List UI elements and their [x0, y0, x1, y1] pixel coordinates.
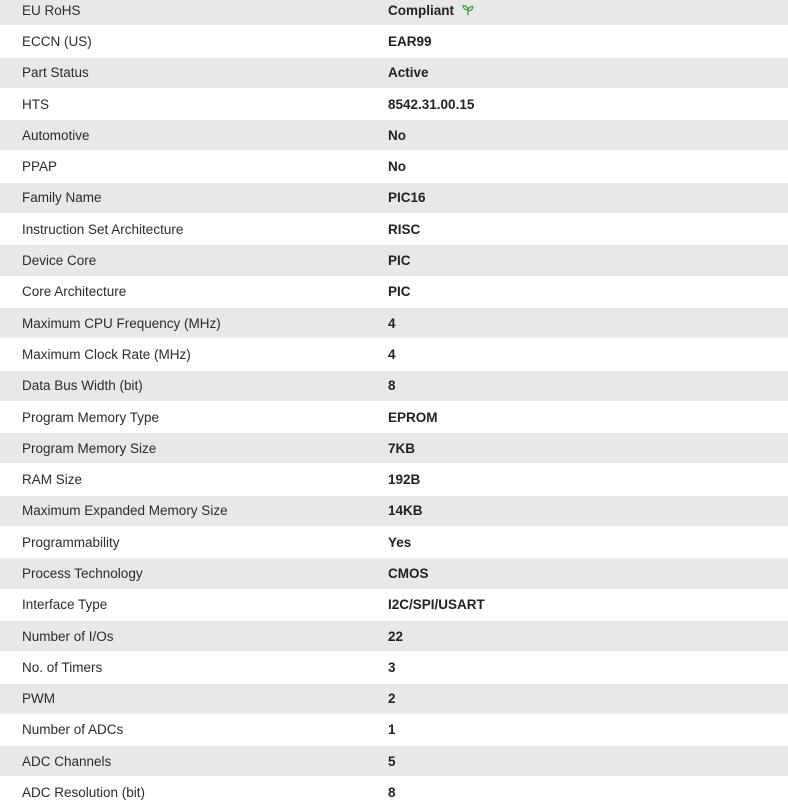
spec-value-text: PIC	[388, 253, 411, 269]
spec-label: Program Memory Type	[22, 409, 160, 425]
spec-value-text: No	[388, 127, 406, 143]
spec-label: PPAP	[22, 159, 58, 175]
spec-value	[388, 629, 788, 644]
spec-label: PWM	[22, 691, 55, 707]
spec-row	[0, 433, 788, 464]
spec-label: Maximum Clock Rate (MHz)	[22, 346, 191, 362]
spec-row	[0, 558, 788, 589]
spec-row	[0, 214, 788, 245]
spec-label: Instruction Set Architecture	[22, 221, 184, 237]
spec-label: Automotive	[22, 127, 90, 143]
spec-row	[0, 308, 788, 339]
spec-value	[388, 722, 788, 737]
spec-value	[388, 65, 788, 80]
spec-value	[388, 159, 788, 174]
spec-value	[388, 785, 788, 800]
spec-label: Number of ADCs	[22, 722, 124, 738]
spec-label: Maximum Expanded Memory Size	[22, 503, 228, 519]
spec-row	[0, 652, 788, 683]
spec-row	[0, 245, 788, 276]
spec-label: ADC Resolution (bit)	[22, 785, 146, 801]
spec-value	[388, 34, 788, 49]
spec-label: ADC Channels	[22, 753, 112, 769]
spec-value-text: 3	[388, 659, 396, 675]
spec-value-text: 8	[388, 378, 396, 394]
spec-value	[388, 566, 788, 581]
spec-value-text: Active	[388, 65, 429, 81]
spec-row	[0, 58, 788, 89]
spec-row	[0, 464, 788, 495]
spec-value	[388, 316, 788, 331]
spec-value	[388, 253, 788, 268]
spec-label: Data Bus Width (bit)	[22, 378, 143, 394]
spec-value	[388, 660, 788, 675]
spec-value	[388, 503, 788, 518]
spec-label: Part Status	[22, 65, 89, 81]
spec-value-text: 14KB	[388, 503, 423, 519]
spec-value-text: 22	[388, 628, 404, 644]
spec-value	[388, 691, 788, 706]
spec-value-text: EPROM	[388, 409, 438, 425]
spec-value-text: 4	[388, 346, 396, 362]
spec-value-text: PIC	[388, 284, 411, 300]
spec-value	[388, 97, 788, 112]
spec-value	[388, 378, 788, 393]
spec-value-text: 7KB	[388, 440, 416, 456]
spec-label: Program Memory Size	[22, 440, 157, 456]
spec-row	[0, 183, 788, 214]
spec-value-text: No	[388, 159, 406, 175]
spec-value-text: EAR99	[388, 33, 432, 49]
spec-label: Family Name	[22, 190, 102, 206]
spec-row	[0, 777, 788, 808]
spec-row	[0, 590, 788, 621]
spec-label: Process Technology	[22, 565, 143, 581]
spec-label: Maximum CPU Frequency (MHz)	[22, 315, 221, 331]
spec-row	[0, 371, 788, 402]
spec-row	[0, 120, 788, 151]
spec-label: Programmability	[22, 534, 120, 550]
spec-label: Core Architecture	[22, 284, 127, 300]
spec-value-text: RISC	[388, 221, 421, 237]
spec-value-text: CMOS	[388, 565, 429, 581]
spec-label: Number of I/Os	[22, 628, 114, 644]
spec-value	[388, 597, 788, 612]
spec-value	[388, 472, 788, 487]
spec-row	[0, 496, 788, 527]
spec-value	[388, 284, 788, 299]
spec-row	[0, 746, 788, 777]
spec-row	[0, 0, 788, 26]
spec-value	[388, 347, 788, 362]
spec-row	[0, 26, 788, 57]
spec-value	[388, 3, 788, 18]
spec-value	[388, 190, 788, 205]
spec-value	[388, 754, 788, 769]
spec-row	[0, 277, 788, 308]
spec-label: EU RoHS	[22, 2, 81, 18]
spec-row	[0, 684, 788, 715]
spec-value-text: 8542.31.00.15	[388, 96, 475, 112]
spec-value	[388, 410, 788, 425]
spec-value-text: 1	[388, 722, 396, 738]
spec-row	[0, 527, 788, 558]
spec-value	[388, 222, 788, 237]
spec-value-text: 5	[388, 753, 396, 769]
spec-row	[0, 151, 788, 182]
spec-value-text: Compliant	[388, 2, 454, 18]
spec-value	[388, 535, 788, 550]
spec-value-text: Yes	[388, 534, 412, 550]
spec-label: No. of Timers	[22, 659, 103, 675]
spec-label: Interface Type	[22, 597, 108, 613]
spec-label: HTS	[22, 96, 49, 112]
spec-value	[388, 128, 788, 143]
spec-value-text: 192B	[388, 472, 421, 488]
spec-value-text: 4	[388, 315, 396, 331]
leaf-icon	[461, 3, 475, 17]
spec-value-text: I2C/SPI/USART	[388, 597, 485, 613]
spec-row	[0, 621, 788, 652]
spec-label: Device Core	[22, 253, 97, 269]
spec-row	[0, 339, 788, 370]
spec-value-text: PIC16	[388, 190, 426, 206]
spec-value-text: 2	[388, 691, 396, 707]
spec-label: ECCN (US)	[22, 33, 92, 49]
spec-value-text: 8	[388, 785, 396, 801]
spec-row	[0, 89, 788, 120]
spec-row	[0, 715, 788, 746]
spec-row	[0, 402, 788, 433]
spec-value	[388, 441, 788, 456]
spec-label: RAM Size	[22, 472, 83, 488]
